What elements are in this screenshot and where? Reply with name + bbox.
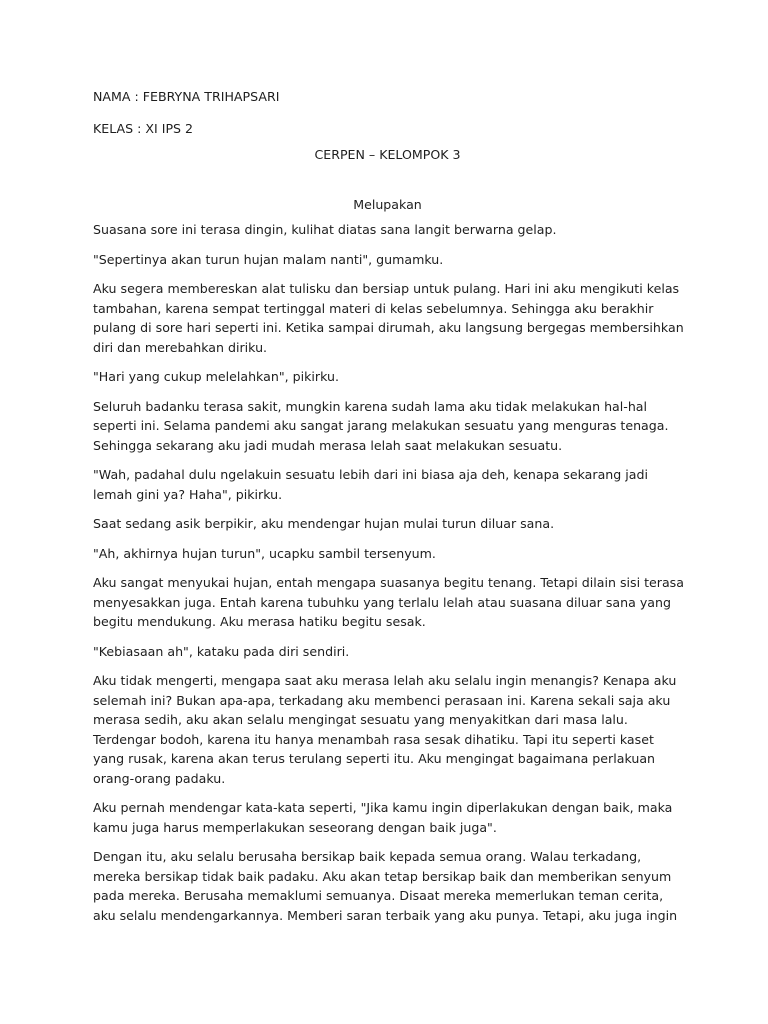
paragraph-line: "Ah, akhirnya hujan turun", ucapku sambil tersenyum.: [93, 545, 436, 561]
paragraph-line: yang rusak, karena akan terus terulang seperti itu. Aku mengingat bagaimana perlakuan: [93, 751, 656, 766]
paragraph-line: mereka bersikap tidak baik padaku. Aku akan tetap bersikap baik dan memberikan senyum: [93, 868, 672, 884]
paragraph-line: Suasana sore ini terasa dingin, kulihat diatas sana langit berwarna gelap.: [93, 222, 557, 237]
paragraph-line: menyesakkan juga. Entah karena tubuhku yang terlalu lelah atau suasana diluar sana yang: [93, 594, 671, 610]
paragraph-line: begitu mendukung. Aku merasa hatiku begitu sesak.: [93, 614, 426, 629]
story-paragraph: [93, 847, 682, 925]
paragraph-line: Aku tidak mengerti, mengapa saat aku merasa lelah aku selalu ingin menangis? Kenapa aku: [93, 673, 677, 688]
paragraph-line: Terdengar bodoh, karena itu hanya menambah rasa sesak dihatiku. Tapi itu seperti kaset: [93, 731, 654, 747]
paragraph-line: diri dan merebahkan diriku.: [93, 339, 268, 355]
paragraph-line: "Hari yang cukup melelahkan", pikirku.: [93, 369, 339, 384]
document-label: CERPEN – KELOMPOK 3: [314, 147, 461, 162]
story-paragraph: [93, 397, 682, 456]
paragraph-line: kamu juga harus memperlakukan seseorang dengan baik juga".: [93, 819, 497, 835]
paragraph-line: Dengan itu, aku selalu berusaha bersikap baik kepada semua orang. Walau terkadang,: [93, 849, 642, 864]
student-class: KELAS : XI IPS 2: [93, 120, 194, 136]
story-paragraph: [93, 642, 682, 662]
story-paragraph: [93, 544, 682, 564]
story-body: [93, 220, 682, 925]
paragraph-line: tambahan, karena sempat tertinggal materi di kelas sebelumnya. Sehingga aku berakhir: [93, 300, 654, 316]
paragraph-line: merasa sedih, aku akan selalu mengingat sesuatu yang menyakitkan dari masa lalu.: [93, 712, 628, 727]
paragraph-line: aku selalu mendengarkannya. Memberi saran terbaik yang aku punya. Tetapi, aku juga ingin: [93, 907, 678, 923]
paragraph-line: selemah ini? Bukan apa-apa, terkadang aku membenci perasaan ini. Karena sekali saja aku: [93, 692, 671, 708]
story-paragraph: [93, 279, 682, 357]
paragraph-line: Seluruh badanku terasa sakit, mungkin karena sudah lama aku tidak melakukan hal-hal: [93, 398, 648, 414]
paragraph-line: lemah gini ya? Haha", pikirku.: [93, 486, 283, 502]
paragraph-line: pulang di sore hari seperti ini. Ketika sampai dirumah, aku langsung bergegas membersihkan: [93, 320, 684, 335]
student-name: NAMA : FEBRYNA TRIHAPSARI: [93, 89, 280, 104]
paragraph-line: pada mereka. Berusaha memaklumi semuanya. Disaat mereka memerlukan teman cerita,: [93, 888, 664, 903]
paragraph-line: "Kebiasaan ah", kataku pada diri sendiri.: [93, 643, 350, 659]
paragraph-line: Aku pernah mendengar kata-kata seperti, "Jika kamu ingin diperlakukan dengan baik, maka: [93, 800, 673, 815]
story-paragraph: [93, 250, 682, 270]
story-paragraph: [93, 465, 682, 504]
story-paragraph: [93, 220, 682, 240]
story-paragraph: [93, 671, 682, 788]
story-paragraph: [93, 798, 682, 837]
paragraph-line: orang-orang padaku.: [93, 770, 226, 786]
paragraph-line: "Wah, padahal dulu ngelakuin sesuatu lebih dari ini biasa aja deh, kenapa sekarang jadi: [93, 467, 648, 482]
paragraph-line: "Sepertinya akan turun hujan malam nanti", gumamku.: [93, 251, 444, 267]
story-title: Melupakan: [353, 196, 422, 212]
paragraph-line: Sehingga sekarang aku jadi mudah merasa lelah saat melakukan sesuatu.: [93, 437, 563, 453]
paragraph-line: Saat sedang asik berpikir, aku mendengar hujan mulai turun diluar sana.: [93, 516, 555, 531]
story-paragraph: [93, 514, 682, 534]
paragraph-line: seperti ini. Selama pandemi aku sangat jarang melakukan sesuatu yang menguras tenaga.: [93, 418, 669, 433]
story-paragraph: [93, 573, 682, 632]
story-paragraph: [93, 367, 682, 387]
paragraph-line: Aku segera membereskan alat tulisku dan bersiap untuk pulang. Hari ini aku mengikuti kelas: [93, 281, 680, 296]
paragraph-line: Aku sangat menyukai hujan, entah mengapa suasanya begitu tenang. Tetapi dilain sisi terasa: [93, 575, 684, 590]
